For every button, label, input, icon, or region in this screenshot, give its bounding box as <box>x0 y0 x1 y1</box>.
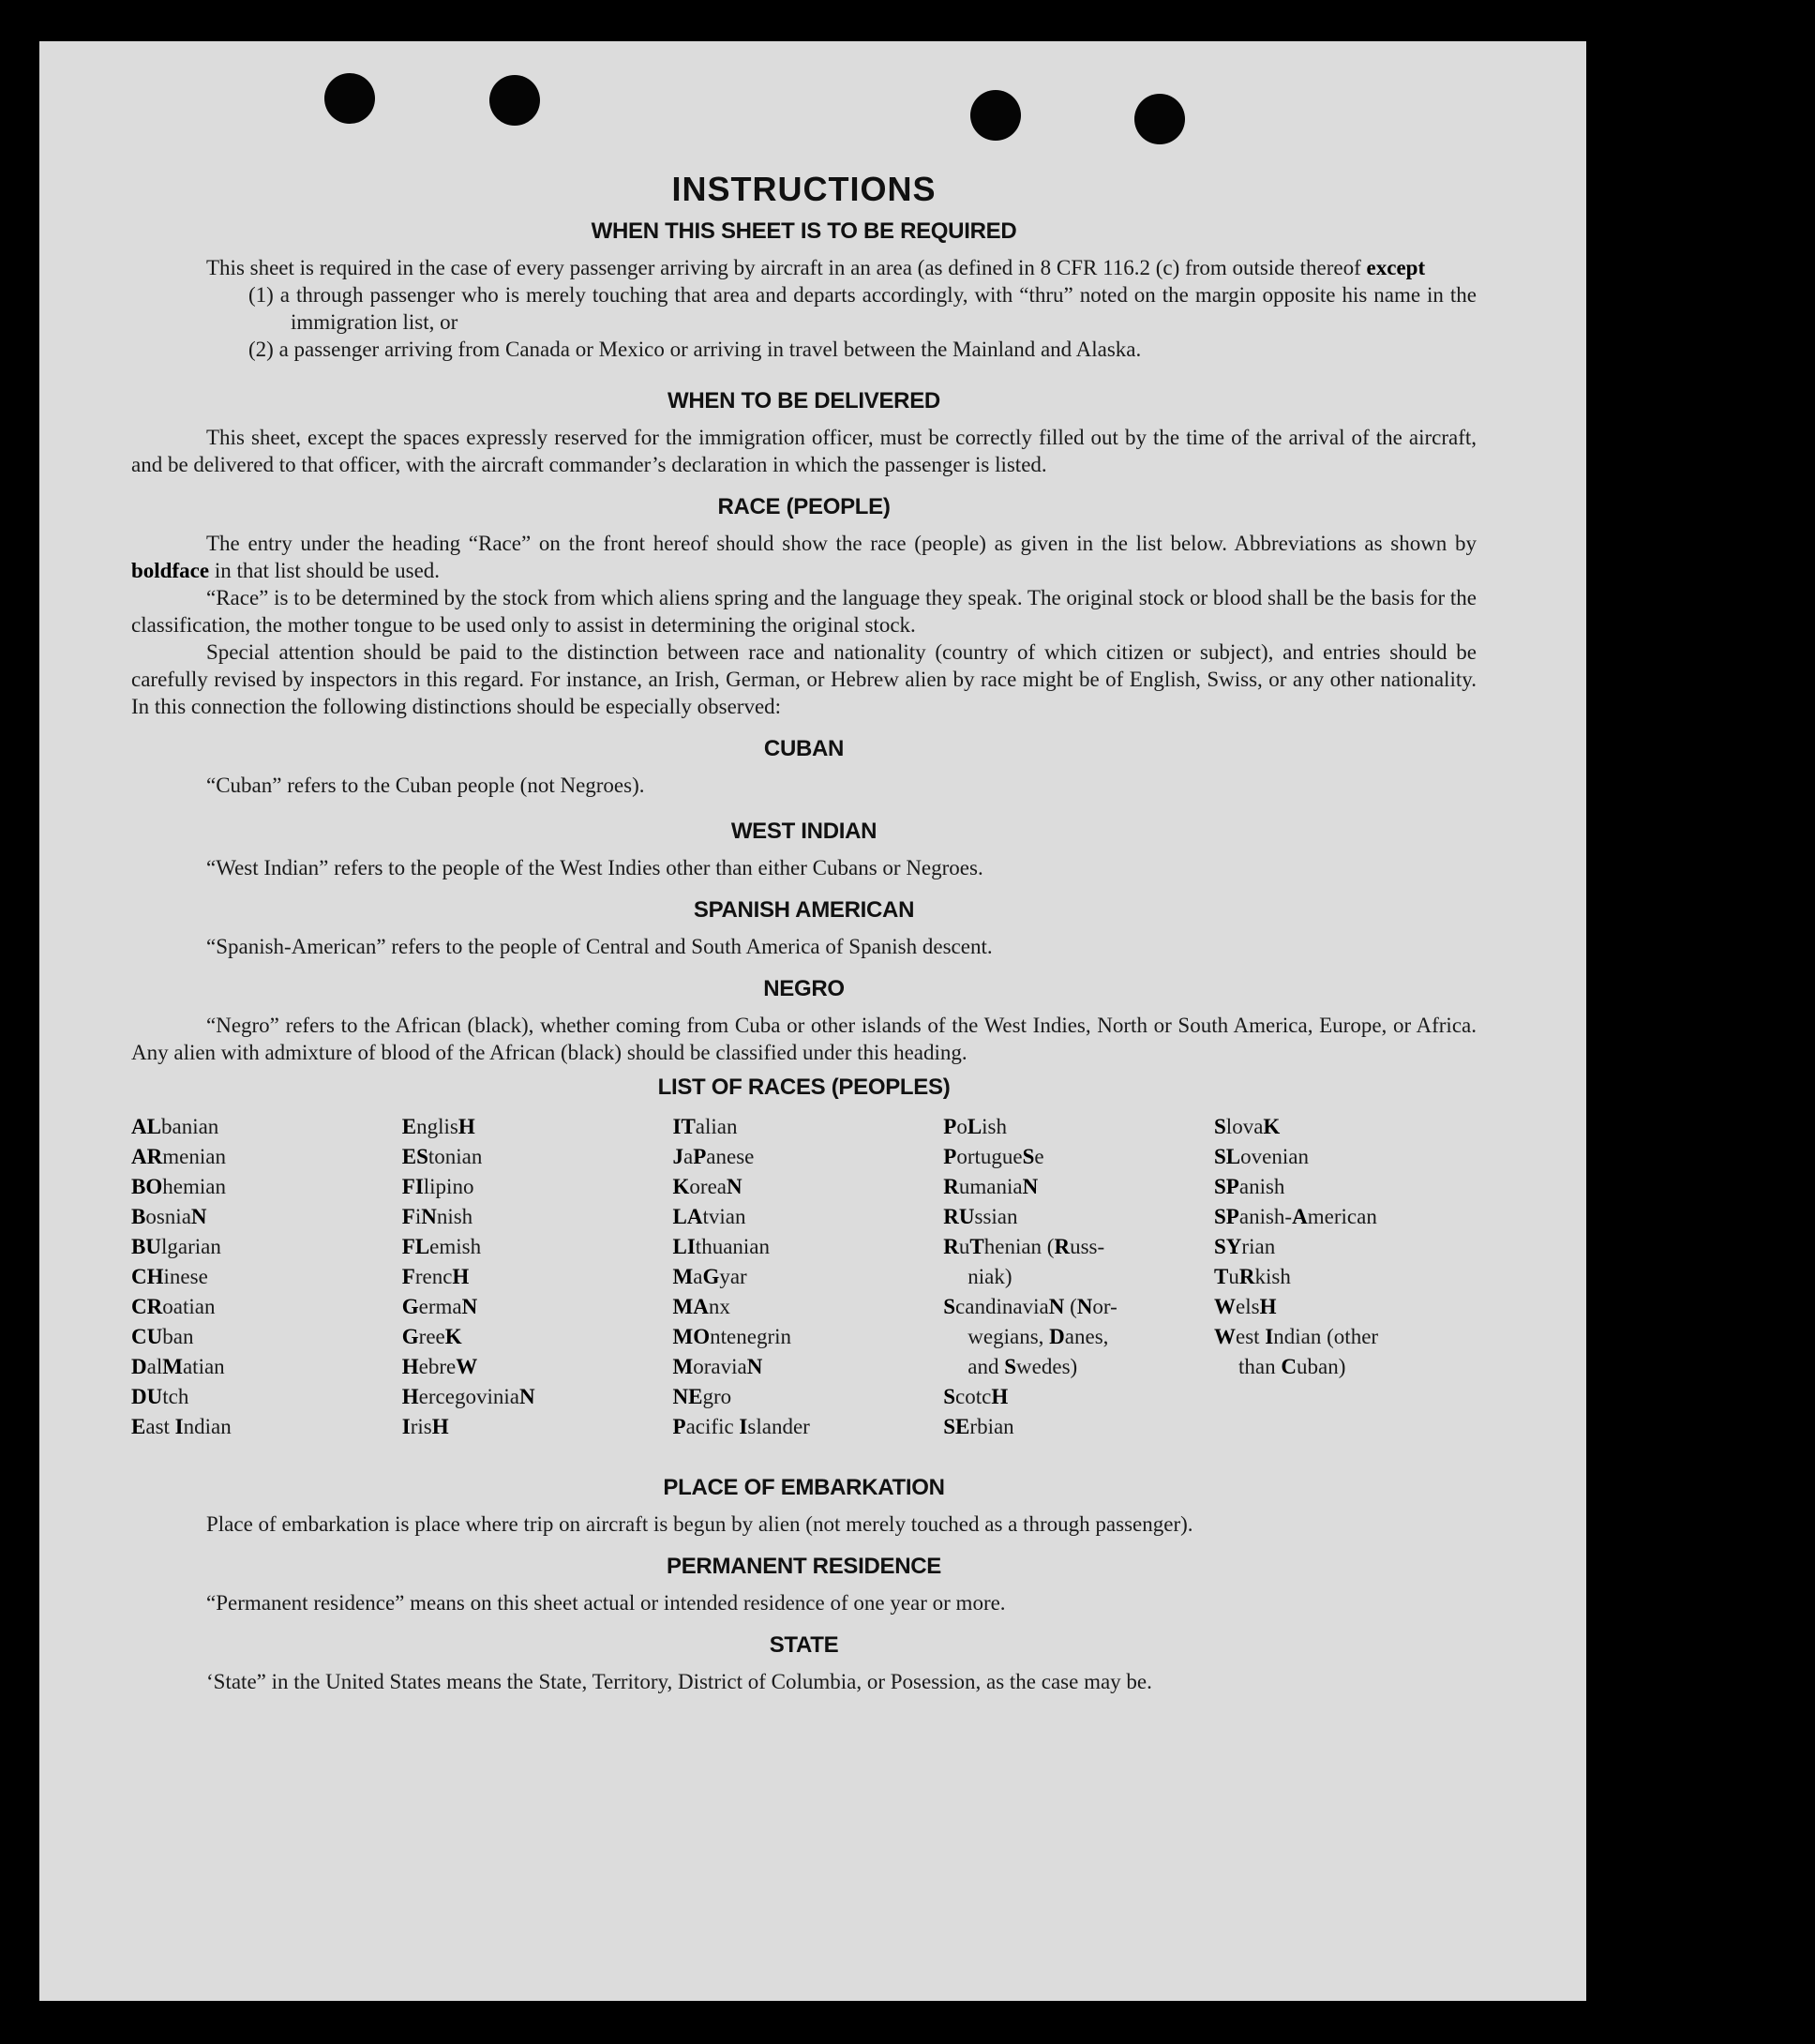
heading-when-required: WHEN THIS SHEET IS TO BE REQUIRED <box>591 218 1017 244</box>
heading-state: STATE <box>769 1632 839 1658</box>
race-entry: LIthuanian <box>672 1235 771 1258</box>
race-entry: DUtch <box>131 1385 189 1408</box>
race-entry: SYrian <box>1214 1235 1276 1258</box>
race-entry: GermaN <box>401 1295 478 1318</box>
race-entry: RUssian <box>943 1205 1018 1228</box>
race-entry: HebreW <box>401 1355 478 1378</box>
punch-hole <box>489 75 540 126</box>
page-title: INSTRUCTIONS <box>671 170 937 208</box>
race-entry: IrisH <box>401 1415 449 1438</box>
race-entry: FIlipino <box>401 1175 474 1198</box>
list-item: (1) a through passenger who is merely touching that area and departs accordingly, with “thru” noted on the margin opposite his name in the immigration list, or <box>248 283 1477 334</box>
race-column <box>131 1112 394 1442</box>
race-entry: NEgro <box>672 1385 732 1408</box>
race-entry: GreeK <box>401 1325 462 1348</box>
race-entry: ITalian <box>672 1115 738 1138</box>
instructions-content <box>131 136 1477 1695</box>
race-entry: PortugueSe <box>943 1145 1044 1168</box>
paragraph-race-1: The entry under the heading “Race” on the front hereof should show the race (people) as given in the list below. Abbreviations as shown by boldface in that list should be used. <box>131 532 1477 582</box>
race-entry: CHinese <box>131 1265 208 1288</box>
race-entry: MaGyar <box>672 1265 747 1288</box>
heading-when-delivered: WHEN TO BE DELIVERED <box>668 388 940 413</box>
race-entry: SLovenian <box>1214 1145 1309 1168</box>
paragraph-cuban: “Cuban” refers to the Cuban people (not Negroes). <box>206 774 645 797</box>
race-entry: FrencH <box>401 1265 470 1288</box>
race-entry: than Cuban) <box>1238 1355 1346 1378</box>
race-entry: PoLish <box>943 1115 1007 1138</box>
paragraph-residence: “Permanent residence” means on this sheet actual or intended residence of one year or more. <box>206 1591 1006 1615</box>
race-entry: Pacific Islander <box>672 1415 810 1438</box>
race-entry: MAnx <box>672 1295 730 1318</box>
race-entry: JaPanese <box>672 1145 755 1168</box>
paragraph-embarkation: Place of embarkation is place where trip on aircraft is begun by alien (not merely touched as a through passenger). <box>206 1512 1193 1536</box>
race-list <box>131 1112 1477 1442</box>
race-entry: RuThenian (Russ- <box>943 1235 1105 1258</box>
heading-race: RACE (PEOPLE) <box>717 494 891 519</box>
race-entry: LAtvian <box>672 1205 746 1228</box>
race-entry: SPanish-American <box>1214 1205 1377 1228</box>
paragraph-race-3: Special attention should be paid to the distinction between race and nationality (country of which citizen or subject), and entries should be carefully revised by inspectors in this regard. For instance, an Irish, German, or Hebrew alien by race might be of English, Swiss, or any other nationality. In this connection the following distinctions should be especially observed: <box>131 640 1477 718</box>
paragraph-race-2: “Race” is to be determined by the stock from which aliens spring and the language they speak. The original stock or blood shall be the basis for the classification, the mother tongue to be used only to assist in determining the original stock. <box>131 586 1477 637</box>
race-entry: ScandinaviaN (Nor- <box>943 1295 1118 1318</box>
heading-negro: NEGRO <box>763 976 845 1001</box>
race-entry: DalMatian <box>131 1355 225 1378</box>
race-entry: CRoatian <box>131 1295 216 1318</box>
heading-cuban: CUBAN <box>763 736 845 761</box>
race-entry: BosniaN <box>131 1205 207 1228</box>
race-entry: and Swedes) <box>968 1355 1078 1378</box>
heading-embarkation: PLACE OF EMBARKATION <box>663 1475 945 1500</box>
heading-list-of-races: LIST OF RACES (PEOPLES) <box>657 1075 951 1100</box>
race-entry: SlovaK <box>1214 1115 1281 1138</box>
paragraph-when-required: This sheet is required in the case of every passenger arriving by aircraft in an area (as defined in 8 CFR 116.2 (c) from outside thereof except <box>206 256 1426 279</box>
race-entry: MoraviaN <box>672 1355 763 1378</box>
race-entry: CUban <box>131 1325 194 1348</box>
race-entry: BOhemian <box>131 1175 226 1198</box>
race-entry: MOntenegrin <box>672 1325 791 1348</box>
race-entry: wegians, Danes, <box>968 1325 1109 1348</box>
punch-hole <box>324 73 375 124</box>
race-entry: niak) <box>968 1265 1012 1288</box>
race-entry: HercegoviniaN <box>401 1385 535 1408</box>
race-entry: ARmenian <box>131 1145 226 1168</box>
race-entry: SErbian <box>943 1415 1014 1438</box>
race-entry: FiNnish <box>401 1205 473 1228</box>
heading-residence: PERMANENT RESIDENCE <box>667 1554 941 1579</box>
race-column <box>1214 1112 1477 1442</box>
race-entry: RumaniaN <box>943 1175 1039 1198</box>
race-column <box>402 1112 665 1442</box>
race-entry: TuRkish <box>1214 1265 1291 1288</box>
race-entry: ScotcH <box>943 1385 1009 1408</box>
race-entry: EnglisH <box>401 1115 475 1138</box>
paragraph-west-indian: “West Indian” refers to the people of the West Indies other than either Cubans or Negroes. <box>206 856 983 879</box>
heading-west-indian: WEST INDIAN <box>730 819 878 844</box>
heading-spanish-american: SPANISH AMERICAN <box>693 897 915 923</box>
paragraph-state: ‘State” in the United States means the State, Territory, District of Columbia, or Posession, as the case may be. <box>206 1670 1152 1693</box>
race-entry: BUlgarian <box>131 1235 221 1258</box>
race-entry: SPanish <box>1214 1175 1285 1198</box>
race-entry: FLemish <box>401 1235 482 1258</box>
race-entry: ALbanian <box>131 1115 219 1138</box>
punch-hole <box>970 90 1021 141</box>
paragraph-negro: “Negro” refers to the African (black), whether coming from Cuba or other islands of the West Indies, North or South America, Europe, or Africa. Any alien with admixture of blood of the African (black) should be classified under this heading. <box>131 1014 1477 1064</box>
race-column <box>673 1112 936 1442</box>
race-entry: KoreaN <box>672 1175 742 1198</box>
paragraph-spanish-american: “Spanish-American” refers to the people of Central and South America of Spanish descent. <box>206 935 993 958</box>
race-entry: WelsH <box>1214 1295 1277 1318</box>
list-item: (2) a passenger arriving from Canada or Mexico or arriving in travel between the Mainland and Alaska. <box>248 338 1142 361</box>
race-entry: EStonian <box>401 1145 483 1168</box>
race-column <box>943 1112 1206 1442</box>
race-entry: West Indian (other <box>1214 1325 1379 1348</box>
race-entry: East Indian <box>131 1415 232 1438</box>
paragraph-when-delivered: This sheet, except the spaces expressly reserved for the immigration officer, must be correctly filled out by the time of the arrival of the aircraft, and be delivered to that officer, with the aircraft commander’s declaration in which the passenger is listed. <box>131 426 1477 476</box>
